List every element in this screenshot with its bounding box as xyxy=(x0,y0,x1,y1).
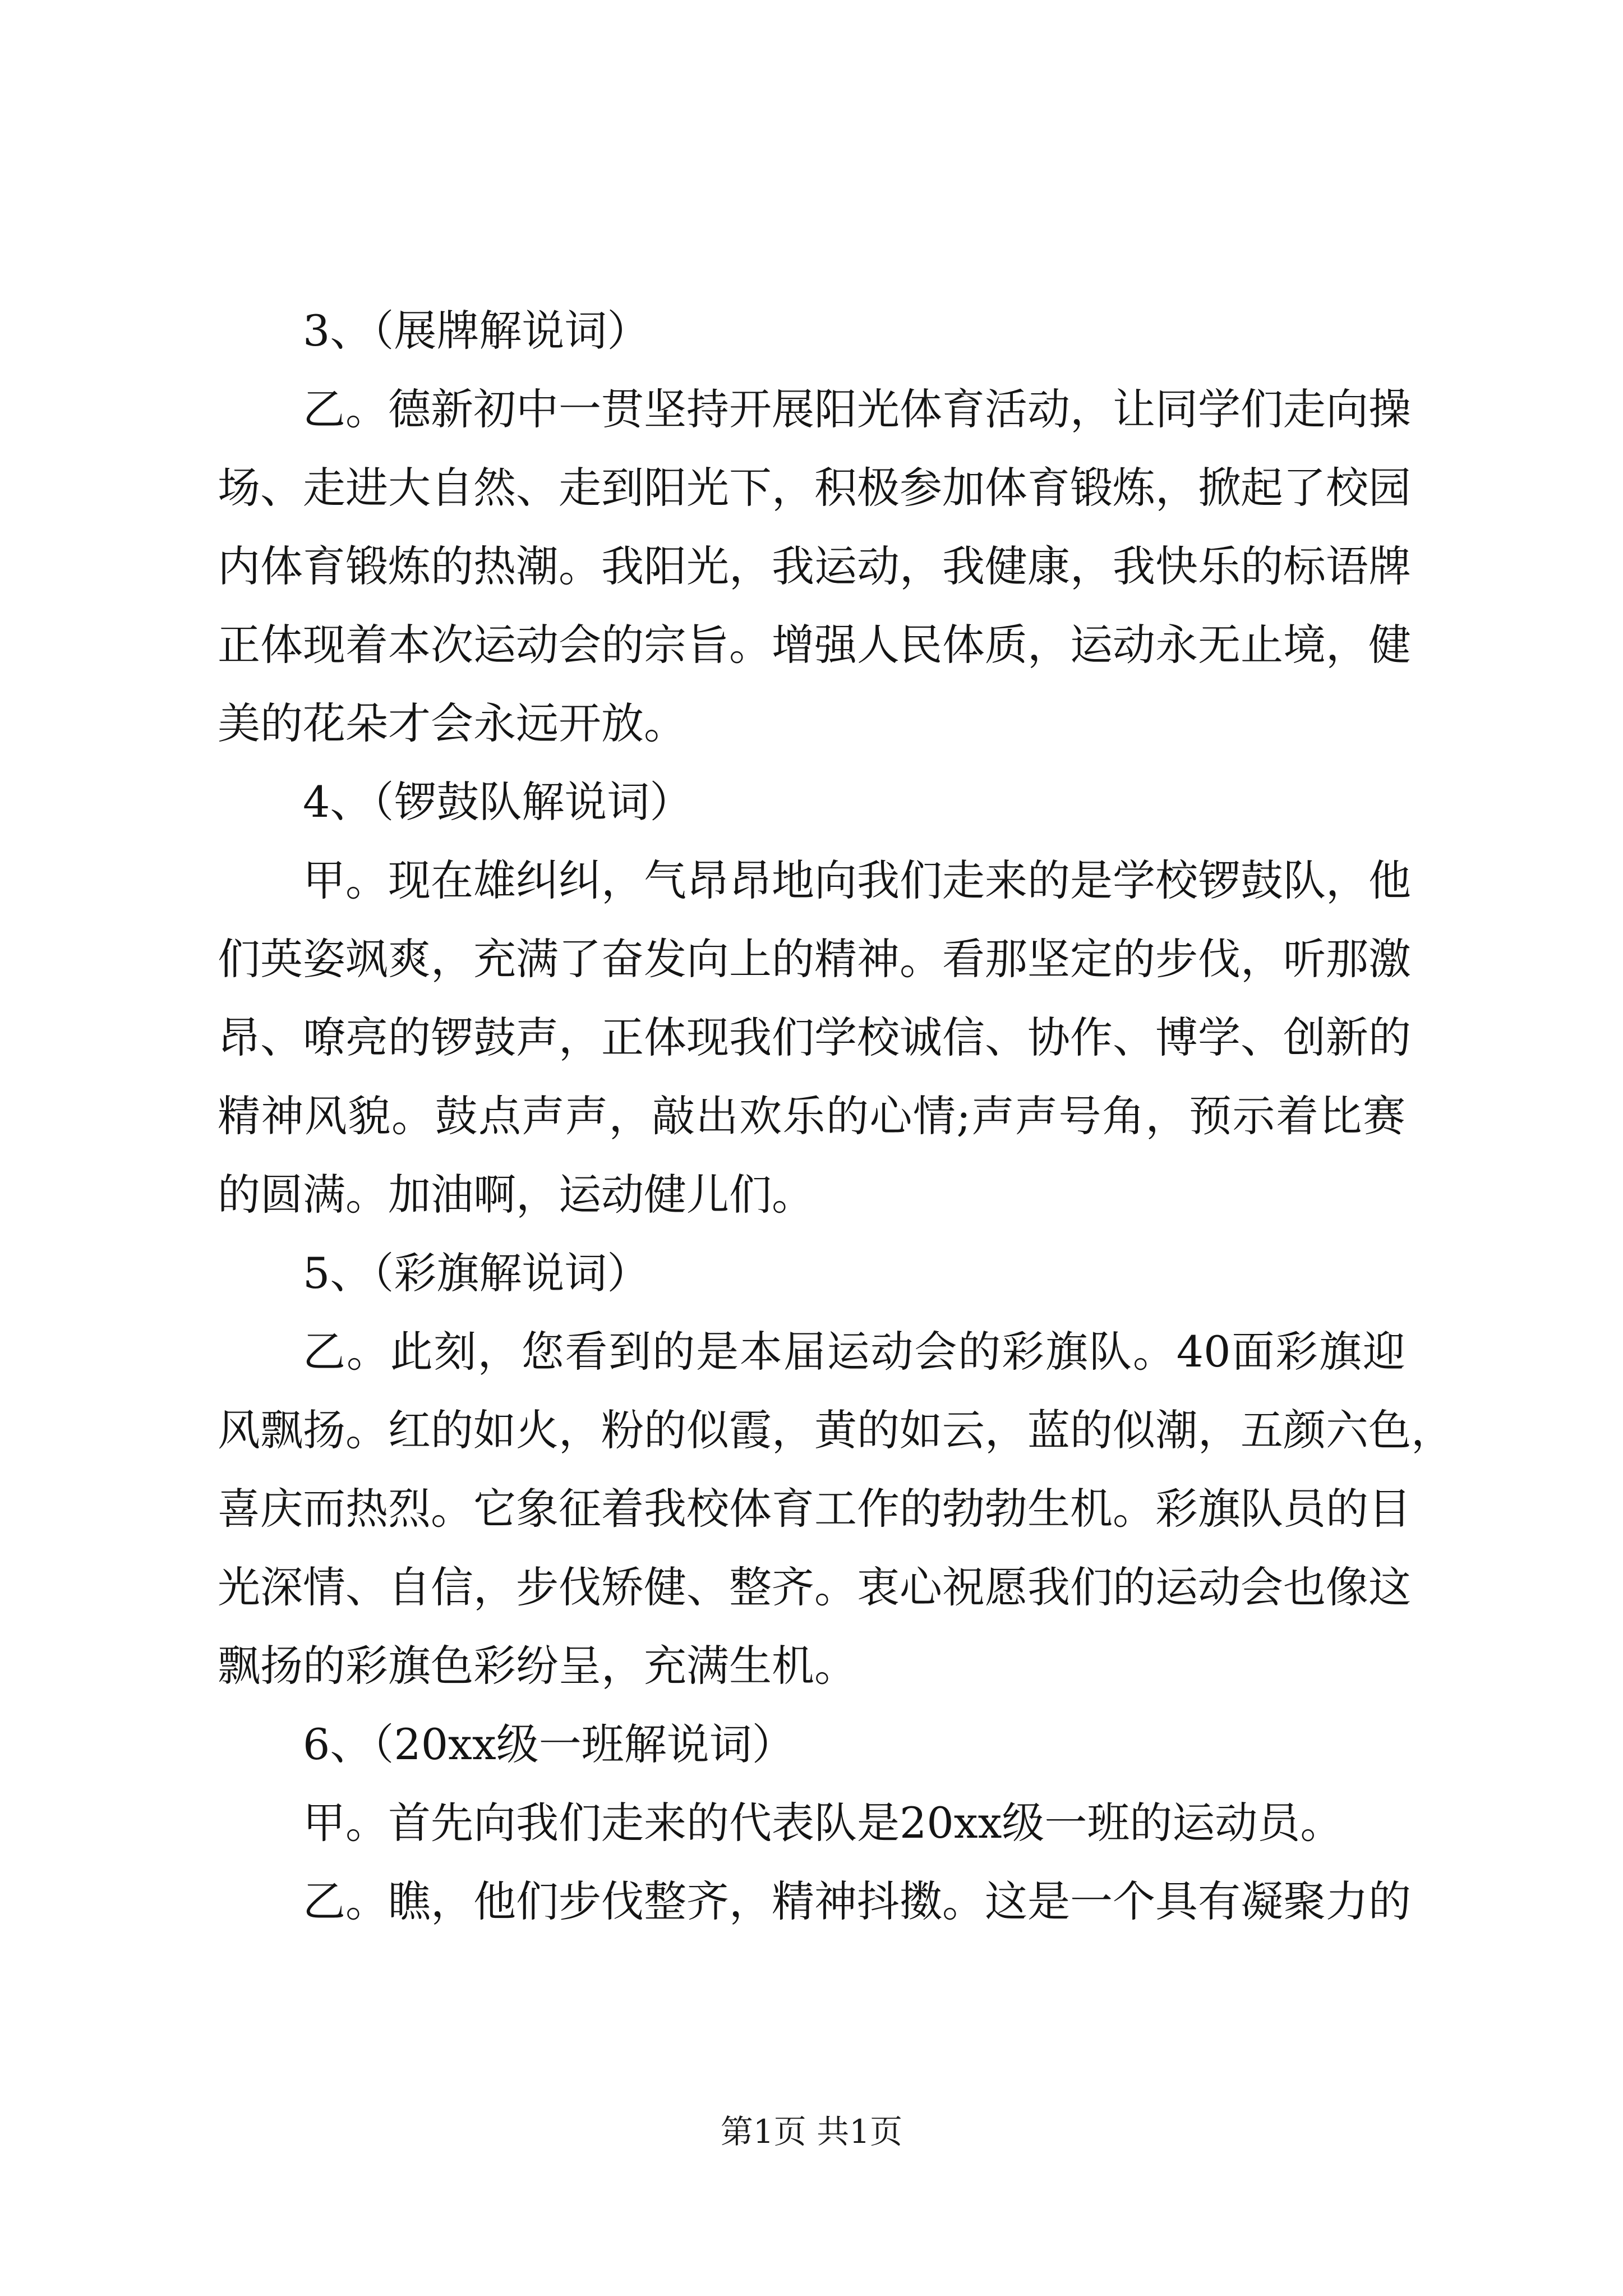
paragraph-line: 场、走进大自然、走到阳光下，积极参加体育锻炼，掀起了校园 xyxy=(218,463,1411,513)
paragraph-line: 昂、嘹亮的锣鼓声，正体现我们学校诚信、协作、博学、创新的 xyxy=(218,1013,1411,1062)
paragraph-line: 风飘扬。红的如火，粉的似霞，黄的如云，蓝的似潮，五颜六色， xyxy=(218,1405,1454,1455)
paragraph-line: 喜庆而热烈。它象征着我校体育工作的勃勃生机。彩旗队员的目 xyxy=(218,1484,1411,1534)
paragraph-line: 乙。此刻，您看到的是本届运动会的彩旗队。40面彩旗迎 xyxy=(303,1327,1405,1377)
section-heading-4: 4、（锣鼓队解说词） xyxy=(303,777,693,827)
section-heading-3: 3、（展牌解说词） xyxy=(303,306,650,356)
paragraph-line: 乙。德新初中一贯坚持开展阳光体育活动，让同学们走向操 xyxy=(303,384,1411,434)
paragraph-line: 们英姿飒爽，充满了奋发向上的精神。看那坚定的步伐，听那激 xyxy=(218,934,1411,984)
paragraph-line: 正体现着本次运动会的宗旨。增强人民体质，运动永无止境，健 xyxy=(218,620,1411,670)
paragraph-line: 乙。瞧，他们步伐整齐，精神抖擞。这是一个具有凝聚力的 xyxy=(303,1876,1411,1926)
paragraph-line: 甲。首先向我们走来的代表队是20xx级一班的运动员。 xyxy=(303,1798,1343,1848)
paragraph-line: 甲。现在雄纠纠，气昂昂地向我们走来的是学校锣鼓队，他 xyxy=(303,855,1411,905)
paragraph-line: 内体育锻炼的热潮。我阳光，我运动，我健康，我快乐的标语牌 xyxy=(218,541,1411,591)
paragraph-line: 的圆满。加油啊，运动健儿们。 xyxy=(218,1170,814,1220)
section-heading-5: 5、（彩旗解说词） xyxy=(303,1248,650,1298)
section-heading-6: 6、（20xx级一班解说词） xyxy=(303,1719,795,1769)
paragraph-line: 飘扬的彩旗色彩纷呈，充满生机。 xyxy=(218,1641,857,1691)
paragraph-line: 美的花朵才会永远开放。 xyxy=(218,698,686,748)
paragraph-line: 精神风貌。鼓点声声，敲出欢乐的心情;声声号角，预示着比赛 xyxy=(218,1091,1405,1141)
page-number-footer: 第1页 共1页 xyxy=(720,2113,903,2151)
paragraph-line: 光深情、自信，步伐矫健、整齐。衷心祝愿我们的运动会也像这 xyxy=(218,1562,1411,1612)
